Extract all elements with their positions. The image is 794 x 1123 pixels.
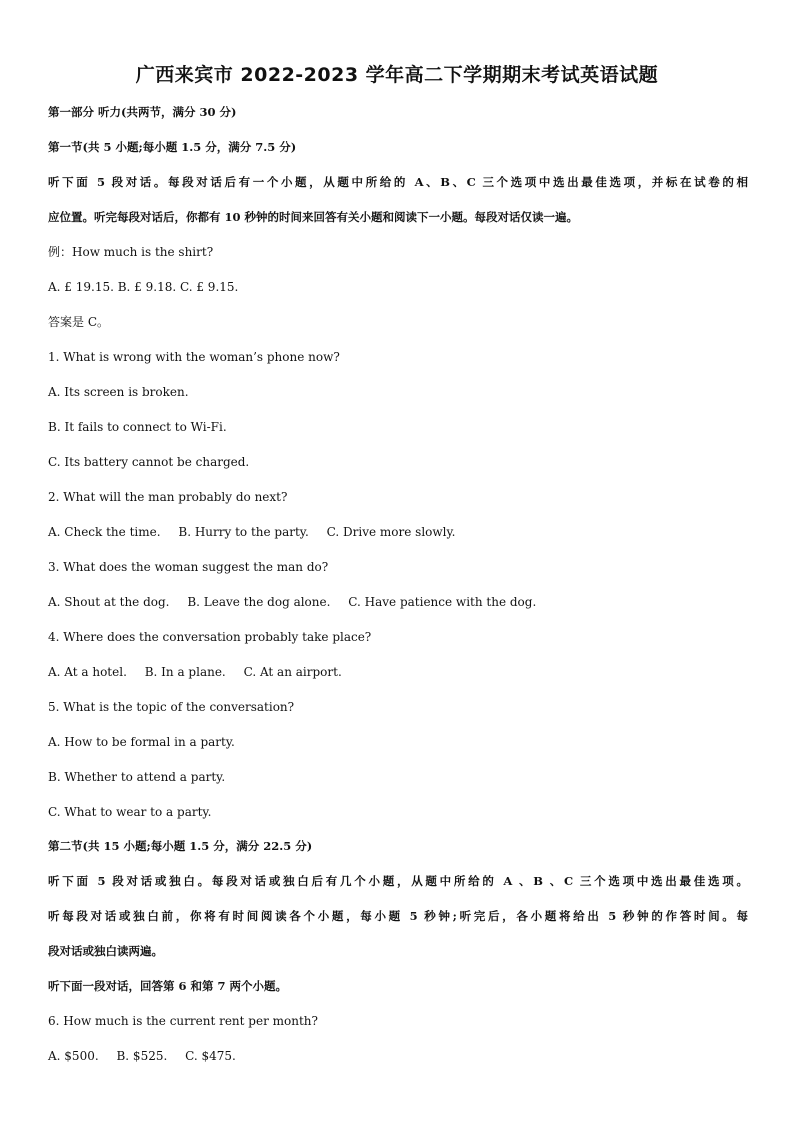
question-4-option-a: A. At a hotel.: [48, 665, 127, 679]
question-2-options: [48, 524, 748, 540]
question-3-option-a: A. Shout at the dog.: [48, 595, 170, 609]
question-6-options: [48, 1048, 748, 1064]
question-5-option-c: C. What to wear to a party.: [48, 805, 212, 819]
section-one-instruction-1: 听下面 5 段对话。每段对话后有一个小题，从题中所给的 A、B、C 三个选项中选出最佳选项，并标在试卷的相: [48, 175, 748, 189]
dialogue-instruction: 听下面一段对话，回答第 6 和第 7 两个小题。: [48, 979, 288, 993]
question-1-option-b: B. It fails to connect to Wi-Fi.: [48, 420, 227, 434]
section-two-instruction-2: 听每段对话或独白前，你将有时间阅读各个小题，每小题 5 秒钟;听完后，各小题将给出 5 秒钟的作答时间。每: [48, 909, 748, 923]
question-6: 6. How much is the current rent per month?: [48, 1014, 318, 1028]
question-2-option-a: A. Check the time.: [48, 525, 161, 539]
question-5: 5. What is the topic of the conversation?: [48, 700, 295, 714]
question-6-option-a: A. $500.: [48, 1049, 99, 1063]
section-two-instruction-3: 段对话或独白读两遍。: [48, 944, 163, 958]
question-5-option-b: B. Whether to attend a party.: [48, 770, 226, 784]
question-2: 2. What will the man probably do next?: [48, 490, 288, 504]
section-two-heading: 第二节(共 15 小题;每小题 1.5 分，满分 22.5 分): [48, 839, 313, 853]
question-1-option-c: C. Its battery cannot be charged.: [48, 455, 250, 469]
question-4: 4. Where does the conversation probably take place?: [48, 630, 372, 644]
question-2-option-c: C. Drive more slowly.: [326, 525, 456, 539]
question-1: 1. What is wrong with the woman’s phone now?: [48, 350, 340, 364]
question-5-option-a: A. How to be formal in a party.: [48, 735, 235, 749]
question-6-option-c: C. $475.: [185, 1049, 236, 1063]
example-options: A. £ 19.15. B. £ 9.18. C. £ 9.15.: [48, 280, 239, 294]
question-3-option-c: C. Have patience with the dog.: [348, 595, 537, 609]
question-2-option-b: B. Hurry to the party.: [178, 525, 309, 539]
example-question: 例：How much is the shirt?: [48, 245, 214, 259]
question-4-option-b: B. In a plane.: [144, 665, 226, 679]
part-one-heading: 第一部分 听力(共两节，满分 30 分): [48, 105, 237, 119]
section-one-instruction-2: 应位置。听完每段对话后，你都有 10 秒钟的时间来回答有关小题和阅读下一小题。每段对话仅读一遍。: [48, 210, 579, 224]
example-answer: 答案是 C。: [48, 315, 109, 329]
question-4-option-c: C. At an airport.: [243, 665, 342, 679]
question-3: 3. What does the woman suggest the man do?: [48, 560, 329, 574]
section-one-heading: 第一节(共 5 小题;每小题 1.5 分，满分 7.5 分): [48, 140, 297, 154]
question-3-option-b: B. Leave the dog alone.: [187, 595, 331, 609]
section-two-instruction-1: 听下面 5 段对话或独白。每段对话或独白后有几个小题，从题中所给的 A 、B 、C 三个选项中选出最佳选项。: [48, 874, 748, 888]
question-6-option-b: B. $525.: [116, 1049, 168, 1063]
question-3-options: [48, 594, 748, 610]
page-title: 广西来宾市 2022-2023 学年高二下学期期末考试英语试题: [135, 64, 659, 86]
question-4-options: [48, 664, 748, 680]
question-1-option-a: A. Its screen is broken.: [48, 385, 189, 399]
